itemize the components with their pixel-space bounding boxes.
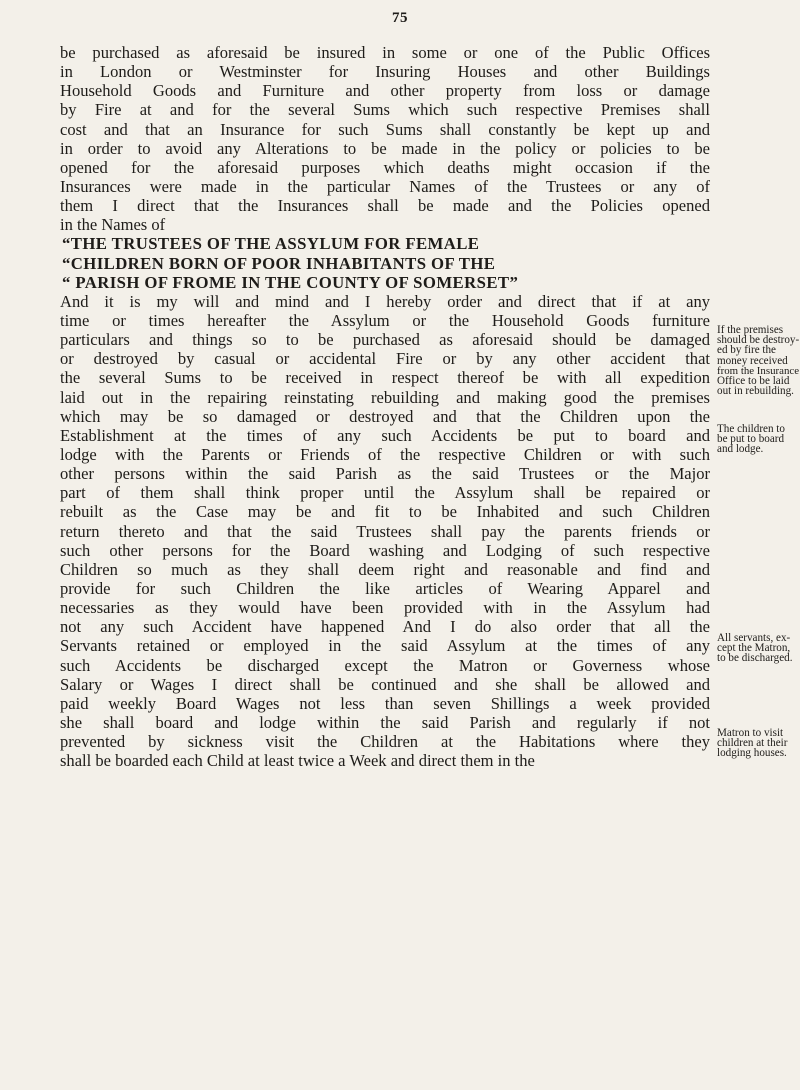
text-line: paid weekly Board Wages not less than seven Shillings a week provided: [60, 693, 710, 713]
text-line: Children so much as they shall deem right and reasonable and find and: [60, 559, 710, 579]
text-line: Establishment at the times of any such Accidents be put to board and: [60, 425, 710, 445]
text-line: such Accidents be discharged except the Matron or Governess whose: [60, 655, 710, 675]
margin-note-line: All servants, ex-: [717, 632, 791, 644]
text-line: return thereto and that the said Trustees shall pay the parents friends or: [60, 521, 710, 541]
text-line: Servants retained or employed in the said Assylum at the times of any: [60, 636, 710, 656]
text-line: Insurances were made in the particular Names of the Trustees or any of: [60, 176, 710, 196]
margin-note-line: lodging houses.: [717, 747, 787, 760]
margin-note-fire: [717, 325, 800, 396]
margin-note-line: ed by fire the: [717, 344, 776, 357]
margin-note-line: children at their: [717, 737, 788, 750]
text-line: lodge with the Parents or Friends of the respective Children or with such: [60, 444, 710, 464]
margin-note-line: Office to be laid: [717, 375, 790, 388]
text-line: she shall board and lodge within the said Parish and regularly if not: [60, 712, 710, 732]
margin-note-line: be put to board: [717, 433, 785, 446]
margin-note-line: The children to: [717, 423, 785, 435]
text-line: the several Sums to be received in respect thereof be with all expedition: [60, 368, 710, 388]
margin-note-line: should be destroy-: [717, 334, 800, 347]
text-line: them I direct that the Insurances shall be made and the Policies opened: [60, 196, 710, 216]
text-line: in order to avoid any Alterations to be made in the policy or policies to be: [60, 138, 710, 158]
trust-name-line: “ PARISH OF FROME IN THE COUNTY OF SOMERSET”: [62, 272, 519, 292]
text-line: provide for such Children the like articles of Wearing Apparel and: [60, 578, 710, 598]
text-line: which may be so damaged or destroyed and that the Children upon the: [60, 406, 710, 426]
margin-note-line: and lodge.: [717, 443, 764, 456]
trust-name-line: “THE TRUSTEES OF THE ASSYLUM FOR FEMALE: [62, 234, 480, 254]
margin-note-line: to be discharged.: [717, 652, 793, 665]
text-line: particulars and things so to be purchased as aforesaid should be damaged: [60, 330, 710, 350]
text-line: cost and that an Insurance for such Sums shall constantly be kept up and: [60, 119, 710, 139]
trust-name-line: “CHILDREN BORN OF POOR INHABITANTS OF THE: [62, 253, 496, 273]
text-line: part of them shall think proper until the Assylum shall be repaired or: [60, 483, 710, 503]
margin-note-line: from the Insurance: [717, 364, 800, 377]
margin-note-line: out in rebuilding.: [717, 385, 794, 398]
margin-note-line: Matron to visit: [717, 727, 784, 739]
text-line: be purchased as aforesaid be insured in some or one of the Public Offices: [60, 43, 710, 62]
text-line: Household Goods and Furniture and other property from loss or damage: [60, 81, 710, 101]
text-line: laid out in the repairing reinstating rebuilding and making good the premises: [60, 387, 710, 407]
body-text: [60, 43, 710, 770]
margin-note-line: money received: [717, 354, 788, 367]
text-line: in the Names of: [60, 215, 166, 235]
text-line: rebuilt as the Case may be and fit to be Inhabited and such Children: [60, 502, 710, 522]
text-line: prevented by sickness visit the Children at the Habitations where they: [60, 732, 710, 752]
margin-note-matron: [717, 728, 800, 759]
margin-note-servants: [717, 633, 800, 664]
text-line: shall be boarded each Child at least twice a Week and direct them in the: [60, 751, 535, 771]
text-line: not any such Accident have happened And I do also order that all the: [60, 617, 710, 637]
margin-note-board: [717, 424, 800, 455]
text-line: Salary or Wages I direct shall be continued and she shall be allowed and: [60, 674, 710, 694]
text-line: such other persons for the Board washing and Lodging of such respective: [60, 540, 710, 560]
text-line: in London or Westminster for Insuring Houses and other Buildings: [60, 62, 710, 82]
text-line: And it is my will and mind and I hereby order and direct that if at any: [60, 291, 710, 311]
page-number: 75: [392, 10, 408, 26]
text-line: opened for the aforesaid purposes which deaths might occasion if the: [60, 157, 710, 177]
margin-note-line: cept the Matron,: [717, 642, 791, 655]
margin-note-line: If the premises: [717, 324, 784, 336]
text-line: or destroyed by casual or accidental Fire or by any other accident that: [60, 349, 710, 369]
text-line: necessaries as they would have been provided with in the Assylum had: [60, 598, 710, 618]
text-line: by Fire at and for the several Sums which such respective Premises shall: [60, 100, 710, 120]
text-line: time or times hereafter the Assylum or the Household Goods furniture: [60, 310, 710, 330]
text-line: other persons within the said Parish as the said Trustees or the Major: [60, 464, 710, 484]
